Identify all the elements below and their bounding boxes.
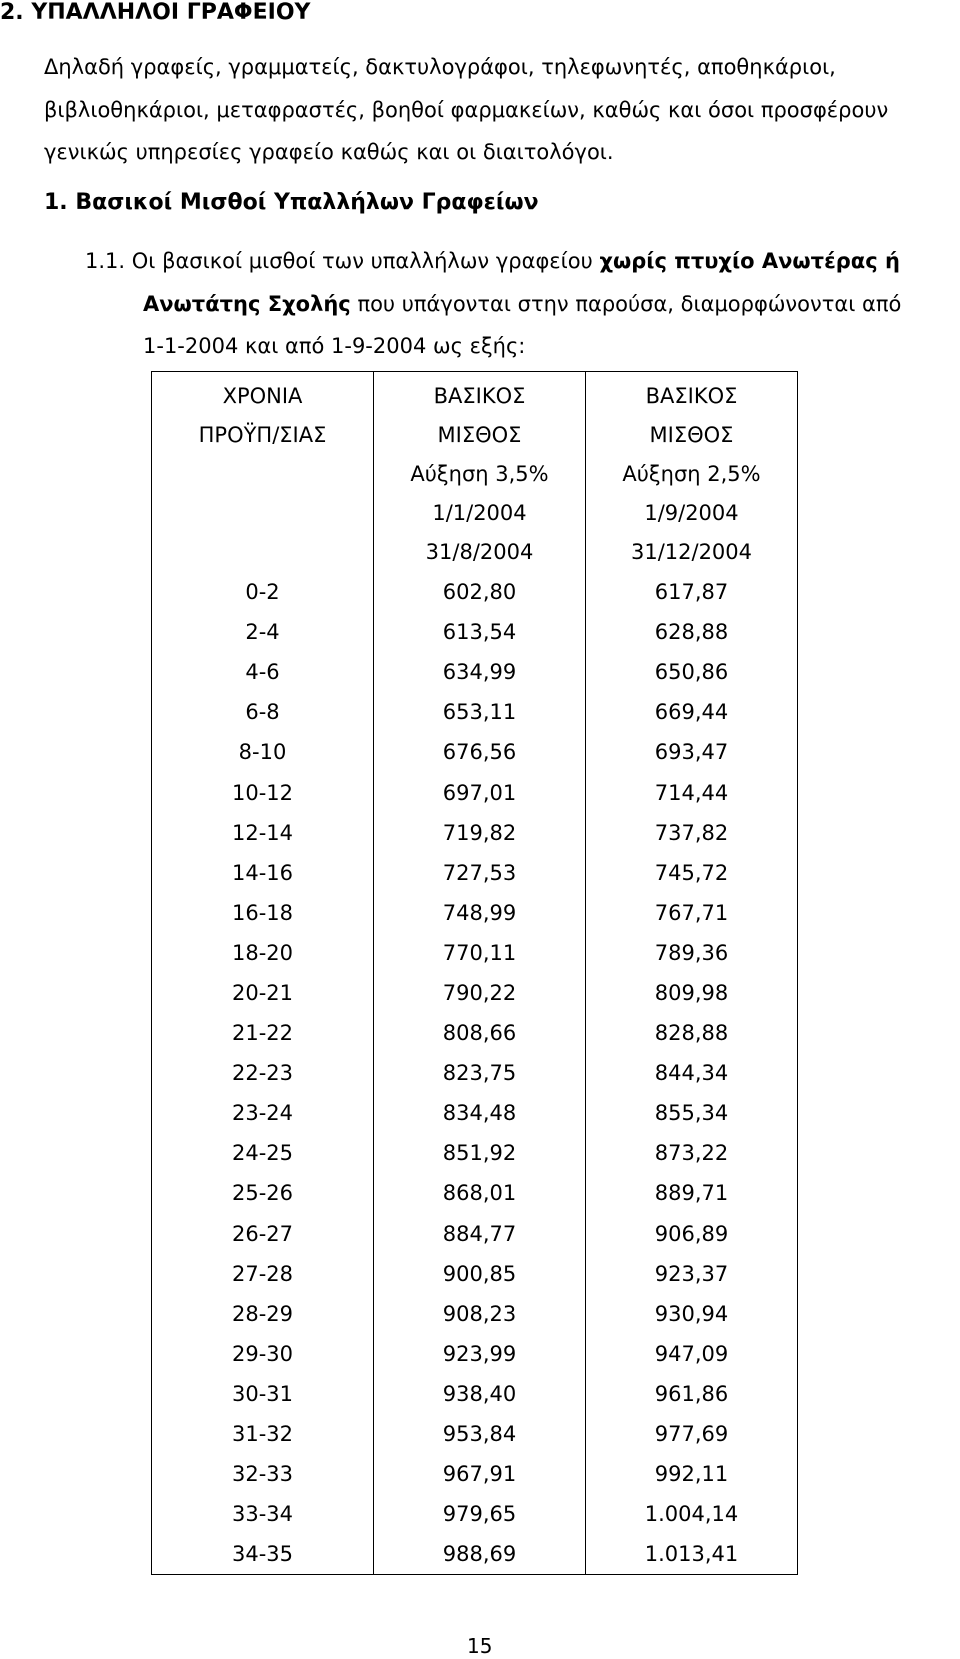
salary-sep-dec-cell: 873,22 (586, 1133, 798, 1173)
table-row (152, 893, 798, 933)
clause-number: 1.1. (85, 249, 126, 273)
salary-sep-dec-cell: 930,94 (586, 1294, 798, 1334)
header-years-line: ΠΡΟΫΠ/ΣΙΑΣ (198, 423, 327, 447)
header-salary-line: ΒΑΣΙΚΟΣ (645, 384, 738, 408)
table-row (152, 973, 798, 1013)
salary-sep-dec-cell: 992,11 (586, 1454, 798, 1494)
salary-jan-aug-cell: 908,23 (374, 1294, 586, 1334)
salary-sep-dec-cell: 1.013,41 (586, 1534, 798, 1575)
salary-sep-dec-cell: 650,86 (586, 652, 798, 692)
salary-jan-aug-cell: 808,66 (374, 1013, 586, 1053)
table-row (152, 732, 798, 772)
clause-bold-1: χωρίς πτυχίο Ανωτέρας ή (599, 249, 900, 273)
salary-sep-dec-cell: 855,34 (586, 1093, 798, 1133)
salary-sep-dec-cell: 809,98 (586, 973, 798, 1013)
table-row (152, 1414, 798, 1454)
years-cell: 32-33 (231, 1462, 294, 1487)
salary-jan-aug-cell: 653,11 (374, 692, 586, 732)
years-cell: 22-23 (231, 1061, 294, 1086)
table-row (152, 1294, 798, 1334)
header-salary-line: 31/12/2004 (630, 540, 753, 564)
salary-jan-aug-cell: 938,40 (374, 1374, 586, 1414)
salary-jan-aug-cell: 719,82 (374, 813, 586, 853)
salary-jan-aug-cell: 868,01 (374, 1173, 586, 1213)
salary-jan-aug-cell: 834,48 (374, 1093, 586, 1133)
table-row (152, 692, 798, 732)
years-cell: 28-29 (231, 1301, 294, 1326)
table-row (152, 1093, 798, 1133)
table-row (152, 772, 798, 812)
years-cell: 25-26 (231, 1181, 294, 1206)
salary-sep-dec-cell: 628,88 (586, 612, 798, 652)
years-cell: 27-28 (231, 1261, 294, 1286)
salary-jan-aug-cell: 748,99 (374, 893, 586, 933)
salary-jan-aug-cell: 851,92 (374, 1133, 586, 1173)
salary-sep-dec-cell: 977,69 (586, 1414, 798, 1454)
salary-sep-dec-cell: 789,36 (586, 933, 798, 973)
years-cell: 18-20 (231, 940, 294, 965)
table-row (152, 1254, 798, 1294)
salary-sep-dec-cell: 737,82 (586, 813, 798, 853)
header-salary-line: ΜΙΣΘΟΣ (649, 423, 734, 447)
salary-jan-aug-cell: 634,99 (374, 652, 586, 692)
header-salary-2004b-cell (586, 372, 798, 573)
salary-sep-dec-cell: 828,88 (586, 1013, 798, 1053)
clause-line-2 (143, 292, 901, 316)
table-row (152, 1214, 798, 1254)
clause-text-after: που υπάγονται στην παρούσα, διαμορφώνονται από (350, 292, 902, 316)
table-body (152, 372, 798, 1575)
table-row (152, 572, 798, 612)
header-salary-line: Αύξηση 3,5% (410, 462, 549, 486)
salary-jan-aug-cell: 770,11 (374, 933, 586, 973)
salary-sep-dec-cell: 947,09 (586, 1334, 798, 1374)
years-cell: 4-6 (245, 660, 280, 685)
years-cell: 14-16 (231, 860, 294, 885)
years-cell: 8-10 (238, 740, 287, 765)
salary-jan-aug-cell: 676,56 (374, 732, 586, 772)
intro-line-3: γενικώς υπηρεσίες γραφείο καθώς και οι διαιτολόγοι. (44, 140, 614, 164)
salary-jan-aug-cell: 727,53 (374, 853, 586, 893)
header-salary-line: 31/8/2004 (425, 540, 534, 564)
table-row (152, 1454, 798, 1494)
header-salary-line: 1/1/2004 (432, 501, 527, 525)
years-cell: 23-24 (231, 1101, 294, 1126)
salary-jan-aug-cell: 923,99 (374, 1334, 586, 1374)
intro-line-2: βιβλιοθηκάριοι, μεταφραστές, βοηθοί φαρμακείων, καθώς και όσοι προσφέρουν (44, 98, 889, 122)
years-cell: 34-35 (231, 1542, 294, 1567)
salary-jan-aug-cell: 790,22 (374, 973, 586, 1013)
table-row (152, 853, 798, 893)
salary-sep-dec-cell: 1.004,14 (586, 1494, 798, 1534)
years-cell: 0-2 (245, 580, 280, 605)
salary-sep-dec-cell: 617,87 (586, 572, 798, 612)
salary-jan-aug-cell: 967,91 (374, 1454, 586, 1494)
years-cell: 16-18 (231, 900, 294, 925)
salary-jan-aug-cell: 602,80 (374, 572, 586, 612)
salary-jan-aug-cell: 697,01 (374, 772, 586, 812)
table-row (152, 1013, 798, 1053)
years-cell: 12-14 (231, 820, 294, 845)
salary-jan-aug-cell: 953,84 (374, 1414, 586, 1454)
years-cell: 29-30 (231, 1341, 294, 1366)
table-row (152, 813, 798, 853)
table-row (152, 1534, 798, 1575)
salary-jan-aug-cell: 823,75 (374, 1053, 586, 1093)
salary-jan-aug-cell: 900,85 (374, 1254, 586, 1294)
salary-sep-dec-cell: 906,89 (586, 1214, 798, 1254)
table-row (152, 1133, 798, 1173)
clause-line-1 (85, 249, 900, 273)
salary-sep-dec-cell: 745,72 (586, 853, 798, 893)
table-row (152, 1374, 798, 1414)
salary-jan-aug-cell: 884,77 (374, 1214, 586, 1254)
years-cell: 24-25 (231, 1141, 294, 1166)
salary-sep-dec-cell: 693,47 (586, 732, 798, 772)
salary-sep-dec-cell: 844,34 (586, 1053, 798, 1093)
clause-bold-2: Ανωτάτης Σχολής (143, 292, 351, 316)
clause-line-3: 1-1-2004 και από 1-9-2004 ως εξής: (143, 334, 526, 358)
table-row (152, 652, 798, 692)
table-row (152, 933, 798, 973)
years-cell: 6-8 (245, 700, 280, 725)
years-cell: 20-21 (231, 980, 294, 1005)
years-cell: 10-12 (231, 780, 294, 805)
table-row (152, 1173, 798, 1213)
header-salary-line: ΜΙΣΘΟΣ (437, 423, 522, 447)
header-salary-line: Αύξηση 2,5% (622, 462, 761, 486)
clause-text-before: Οι βασικοί μισθοί των υπαλλήλων γραφείου (125, 249, 600, 273)
years-cell: 30-31 (231, 1381, 294, 1406)
subsection-heading: 1. Βασικοί Μισθοί Υπαλλήλων Γραφείων (44, 190, 539, 215)
salary-jan-aug-cell: 988,69 (374, 1534, 586, 1575)
years-cell: 21-22 (231, 1021, 294, 1046)
intro-line-1: Δηλαδή γραφείς, γραμματείς, δακτυλογράφοι, τηλεφωνητές, αποθηκάριοι, (44, 55, 836, 79)
salary-sep-dec-cell: 889,71 (586, 1173, 798, 1213)
table-header-row (152, 372, 798, 573)
section-heading: 2. ΥΠΑΛΛΗΛΟΙ ΓΡΑΦΕΙΟΥ (0, 0, 311, 25)
table-row (152, 1494, 798, 1534)
salary-jan-aug-cell: 613,54 (374, 612, 586, 652)
salary-sep-dec-cell: 961,86 (586, 1374, 798, 1414)
table-row (152, 612, 798, 652)
page-number: 15 (467, 1634, 493, 1658)
years-cell: 33-34 (231, 1502, 294, 1527)
years-cell: 2-4 (245, 620, 280, 645)
table-row (152, 1053, 798, 1093)
header-years-cell (152, 372, 374, 573)
salary-table (151, 371, 798, 1575)
header-salary-2004a-cell (374, 372, 586, 573)
header-years-line: ΧΡΟΝΙΑ (222, 384, 303, 408)
header-salary-line: 1/9/2004 (644, 501, 739, 525)
salary-sep-dec-cell: 669,44 (586, 692, 798, 732)
salary-sep-dec-cell: 767,71 (586, 893, 798, 933)
table-row (152, 1334, 798, 1374)
salary-sep-dec-cell: 714,44 (586, 772, 798, 812)
salary-sep-dec-cell: 923,37 (586, 1254, 798, 1294)
salary-jan-aug-cell: 979,65 (374, 1494, 586, 1534)
header-salary-line: ΒΑΣΙΚΟΣ (433, 384, 526, 408)
years-cell: 26-27 (231, 1221, 294, 1246)
years-cell: 31-32 (231, 1422, 294, 1447)
